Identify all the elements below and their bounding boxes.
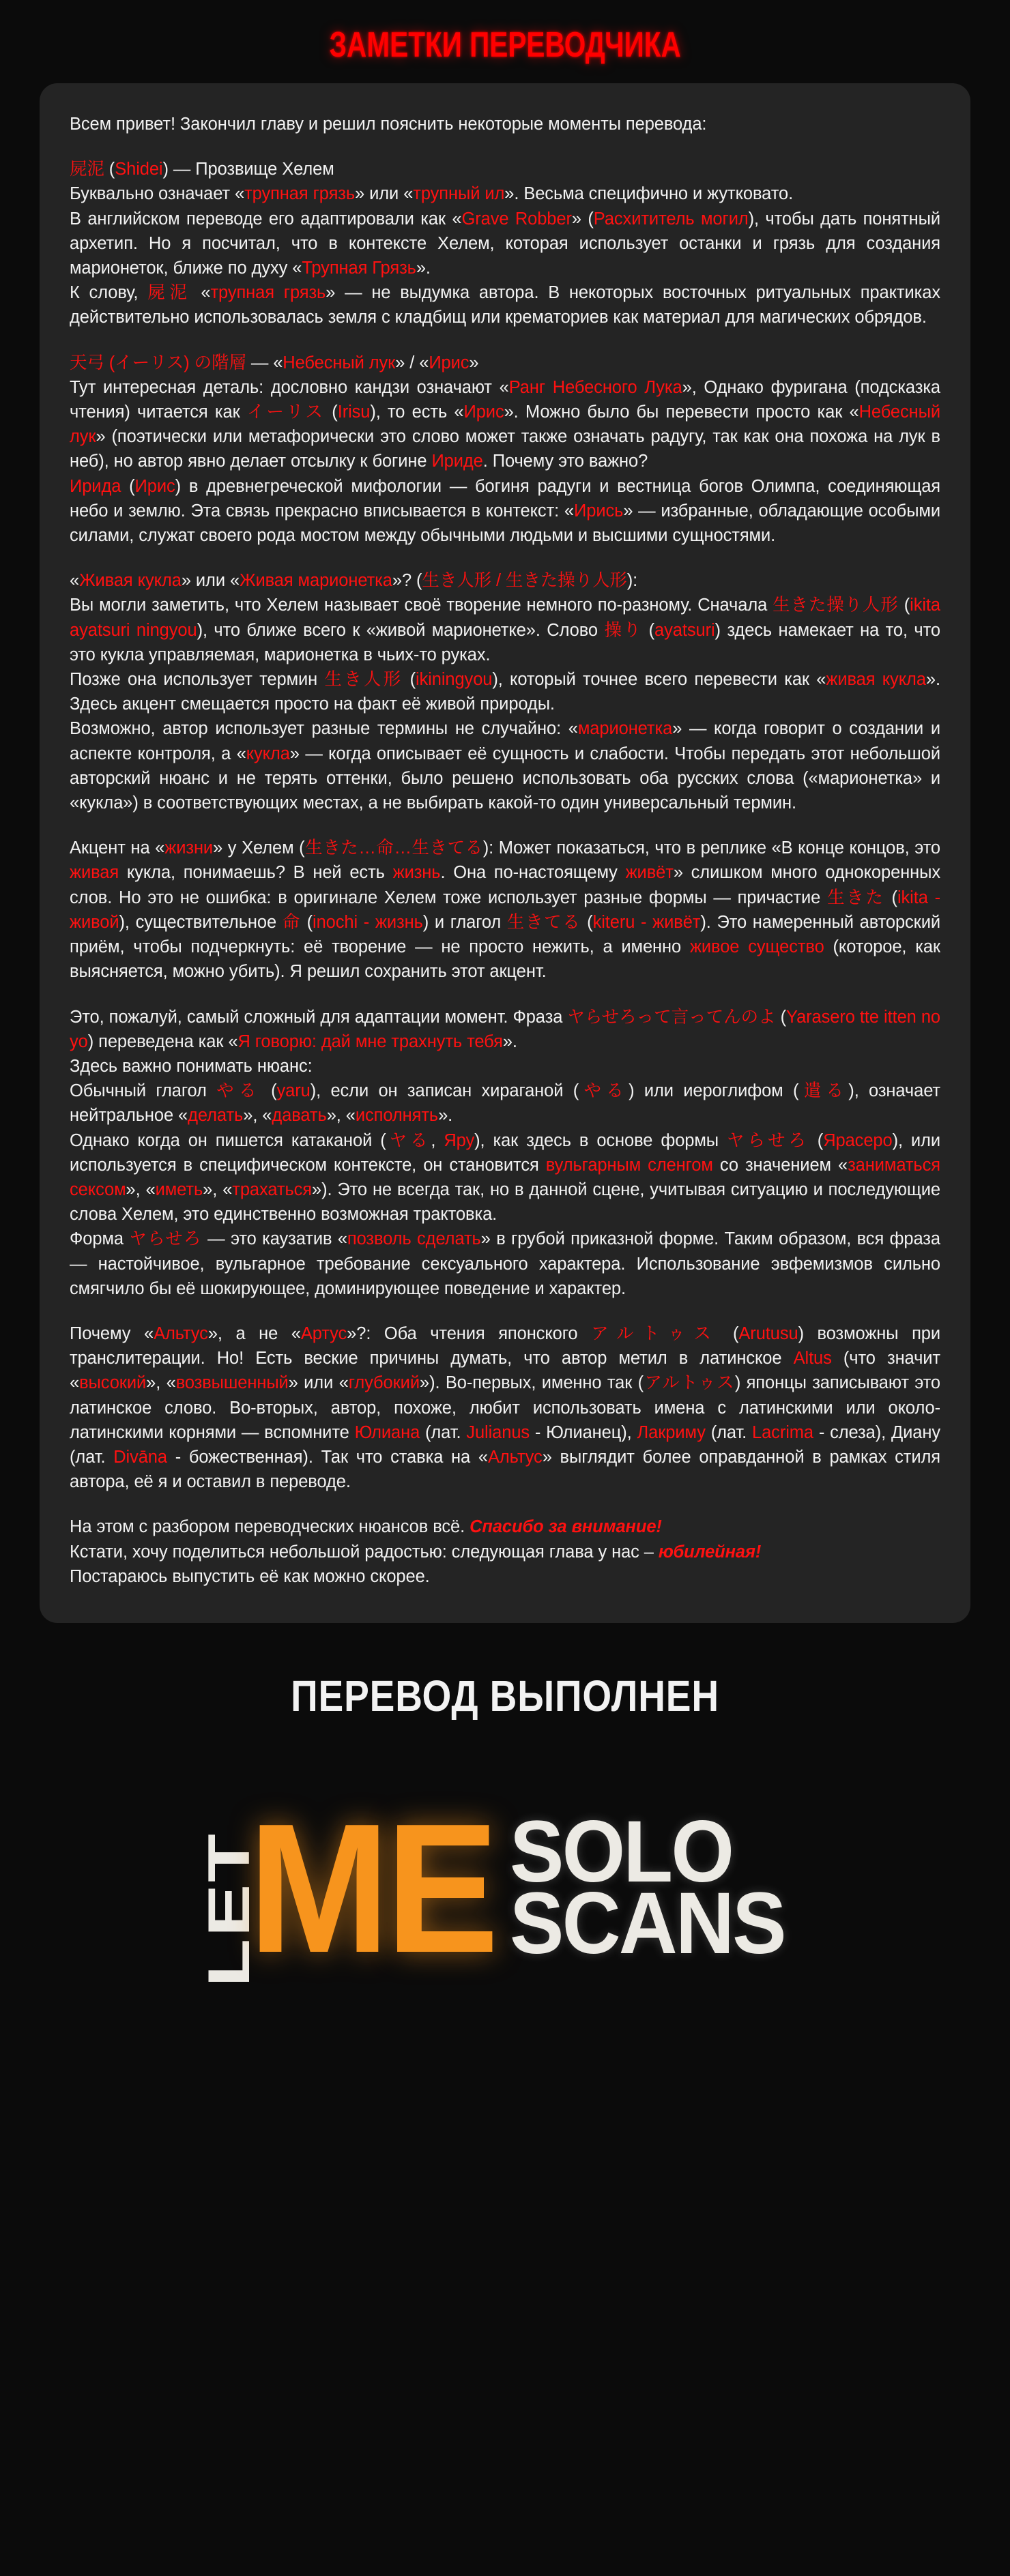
text-run: 遣る <box>798 1081 849 1101</box>
text-run: » ( <box>571 209 594 229</box>
text-run: К слову, <box>70 283 148 303</box>
note-paragraph <box>70 1005 940 1054</box>
text-run: ( <box>121 476 135 496</box>
text-run: Вы могли заметить, что Хелем называет своё творение немного по-разному. Сначала <box>70 596 773 615</box>
text-run: ( <box>809 1130 824 1150</box>
note-paragraph <box>70 716 940 815</box>
note-paragraph <box>70 667 940 716</box>
text-run: Трупная Грязь <box>302 259 416 278</box>
text-run: 生きた操り人形 <box>773 596 899 615</box>
text-run: 生き人形 / 生きた操り人形 <box>422 571 627 591</box>
text-run: Julianus <box>466 1422 530 1442</box>
text-run: иметь <box>155 1180 203 1199</box>
text-run: ), как здесь в основе формы <box>474 1130 727 1150</box>
text-run: Grave Robber <box>461 209 572 229</box>
text-run: Ранг Небесного Лука <box>508 377 682 397</box>
note-paragraph <box>70 1054 940 1079</box>
notes-blocks <box>70 157 940 1589</box>
text-run: ikita ayatsuri ningyou <box>70 596 940 640</box>
text-run: Альтус <box>487 1447 543 1467</box>
text-run: ( <box>642 620 655 640</box>
note-paragraph <box>70 207 940 281</box>
logo-soloscans-text <box>509 1803 805 1973</box>
text-run: , <box>431 1130 444 1150</box>
text-run: со значением « <box>712 1155 848 1175</box>
text-run: ), то есть « <box>370 402 464 422</box>
text-run: Расхититель могил <box>593 209 749 229</box>
text-run: трупный ил <box>413 184 505 204</box>
text-run: трупная грязь <box>244 184 356 204</box>
note-block-outro <box>70 1514 940 1589</box>
text-run: (что значит « <box>70 1349 940 1393</box>
text-run: » (поэтически или метафорически это слово может также означать радугу, так как она похожа на лук в неб), но автор явно делает отсылку к богине <box>70 427 940 471</box>
text-run: Я говорю: дай мне трахнуть тебя <box>237 1031 503 1051</box>
text-run: », « <box>203 1180 233 1199</box>
text-run: Ирись <box>574 501 624 521</box>
note-block-life-accent <box>70 836 940 984</box>
text-run: ), что ближе всего к «живой марионетке». Слово <box>197 620 605 640</box>
text-run: » — когда говорит о создании и аспекте контроля, а « <box>70 719 940 763</box>
credits-title: ПЕРЕВОД ВЫПОЛНЕН <box>291 1671 719 1721</box>
text-run: живое существо <box>689 937 824 957</box>
text-run: жизнь <box>392 863 441 883</box>
notes-card <box>40 83 970 1623</box>
text-run: Кстати, хочу поделиться небольшой радостью: следующая глава у нас – <box>70 1542 659 1562</box>
text-run: » — избранные, обладающие особыми силами, служат своего рода мостом между обычными людьми и высшими сущностями. <box>70 501 940 546</box>
text-run: ) и глагол <box>422 912 507 932</box>
text-run: Divāna <box>113 1447 167 1467</box>
text-run: Буквально означает « <box>70 184 245 204</box>
text-run: »). Это не всегда так, но в данной сцене, учитывая ситуацию и последующие слова Хелем, это единственно возможная трактовка. <box>70 1180 940 1225</box>
text-run: Lacrima <box>752 1422 813 1442</box>
text-run: 屍泥 <box>70 160 109 179</box>
text-run: Возможно, автор использует разные термины не случайно: « <box>70 719 578 739</box>
text-run: » или « <box>181 571 240 591</box>
text-run: ikita - живой <box>70 888 940 932</box>
note-paragraph <box>70 1321 940 1494</box>
text-run: ) здесь намекает на то, что это кукла управляемая, марионетка в чьих-то руках. <box>70 620 940 664</box>
text-run: », « <box>243 1106 272 1126</box>
text-run: 屍泥 <box>147 283 192 303</box>
text-run: (лат. <box>705 1422 752 1442</box>
text-run: - Юлианец), <box>530 1422 637 1442</box>
note-paragraph <box>70 181 940 206</box>
text-run: ». <box>416 259 431 278</box>
text-run: исполнять <box>355 1106 439 1126</box>
text-run: やる <box>216 1081 261 1101</box>
text-run: трупная грязь <box>210 283 326 303</box>
text-run: アルトゥス <box>644 1373 735 1393</box>
credits-section <box>0 1639 1010 1995</box>
text-run: ( <box>884 888 897 907</box>
text-run: (лат. <box>420 1422 467 1442</box>
note-block-living-doll <box>70 568 940 815</box>
note-paragraph <box>70 1227 940 1301</box>
text-run: ( <box>109 160 115 179</box>
text-run: ) в древнегреческой мифологии — богиня радуги и вестница богов Олимпа, соединяющая небо и землю. Эта связь прекрасно вписывается в контекст: « <box>70 476 940 521</box>
text-run: » у Хелем ( <box>213 838 305 858</box>
note-paragraph <box>70 1540 940 1564</box>
text-run: ( <box>898 596 910 615</box>
text-run: ». <box>502 1031 517 1051</box>
text-run: 天弓 (イーリス) の階層 <box>70 353 246 372</box>
text-run: ( <box>261 1081 277 1101</box>
text-run: . Почему это важно? <box>482 452 648 471</box>
note-heading <box>70 157 940 181</box>
text-run: В английском переводе его адаптировали как « <box>70 209 462 229</box>
text-run: высокий <box>79 1373 147 1393</box>
note-paragraph <box>70 1564 940 1589</box>
text-run: ) переведена как « <box>87 1031 238 1051</box>
text-run: ». Здесь акцент смещается просто на факт её живой природы. <box>70 670 940 714</box>
note-paragraph <box>70 280 940 330</box>
text-run: 命 <box>282 912 301 932</box>
text-run: ». <box>438 1106 453 1126</box>
text-run: Ирис <box>134 476 175 496</box>
note-paragraph <box>70 1514 940 1539</box>
text-run: ): Может показаться, что в реплике «В конце концов, это <box>482 838 940 858</box>
text-run: (которое, как выясняется, можно убить). Я решил сохранить этот акцент. <box>70 937 940 982</box>
text-run: » — не выдумка автора. В некоторых восточных ритуальных практиках действительно использовалась земля с кладбищ или крематориев как материал для магических обрядов. <box>70 283 940 327</box>
text-run: ( <box>325 402 338 422</box>
text-run: Yarasero tte itten no yo <box>70 1007 940 1051</box>
text-run: ヤらせろ <box>129 1229 202 1249</box>
text-run: ), если он записан хираганой ( <box>310 1081 579 1101</box>
text-run: делать <box>188 1106 244 1126</box>
text-run: ) или иероглифом ( <box>629 1081 799 1101</box>
text-run: ). Это намеренный авторский приём, чтобы подчеркнуть: её творение — не просто нежить, а именно <box>70 912 941 957</box>
text-run: ( <box>775 1007 787 1027</box>
text-run: - божественная). Так что ставка на « <box>167 1447 488 1467</box>
text-run: ) — Прозвище Хелем <box>162 160 334 179</box>
note-paragraph <box>70 1128 940 1227</box>
text-run: ikiningyou <box>415 670 493 690</box>
text-run: - слеза), Диану (лат. <box>70 1422 940 1467</box>
logo-let-text: LET <box>196 1832 262 1987</box>
text-run: 生き人形 <box>324 670 403 690</box>
text-run: » / « <box>395 353 429 372</box>
text-run: Ирис <box>463 402 504 422</box>
text-run: марионетка <box>577 719 673 739</box>
text-run: ), или используется в специфическом контексте, он становится <box>70 1130 940 1175</box>
text-run: ». Можно было бы перевести просто как « <box>504 402 859 422</box>
note-paragraph <box>70 375 940 474</box>
text-run: Ярасеро <box>823 1130 893 1150</box>
text-run: . Она по-настоящему <box>440 863 626 883</box>
logo-solo-line: SOLO <box>509 1803 733 1901</box>
text-run: » или « <box>288 1373 349 1393</box>
text-run: Акцент на « <box>70 838 165 858</box>
text-run: » — когда описывает её сущность и слабости. Чтобы передать этот небольшой авторский нюанс и не терять оттенки, было решено использовать оба русских слова («марионетка» и «кукла») в соответствующих местах, а не выбирать какой-то один универсальный термин. <box>70 744 941 813</box>
text-run: ( <box>581 912 593 932</box>
text-run: » выглядит более оправданной в рамках стиля автора, её я и оставил в переводе. <box>70 1447 941 1492</box>
text-run: Позже она использует термин <box>70 670 325 690</box>
text-run: Живая марионетка <box>240 571 392 591</box>
text-run: Irisu <box>337 402 371 422</box>
text-run: » в грубой приказной форме. Таким образом, вся фраза — настойчивое, вульгарное требование сексуального характера. Использование эвфемизмов сильно смягчило бы её шокирующее, доминирующее поведение и характер. <box>70 1229 940 1298</box>
text-run: Живая кукла <box>79 571 182 591</box>
text-run: давать <box>272 1106 327 1126</box>
text-run: позволь сделать <box>347 1229 481 1249</box>
page-title: ЗАМЕТКИ ПЕРЕВОДЧИКА <box>329 25 681 65</box>
text-run: ), чтобы дать понятный архетип. Но я посчитал, что в контексте Хелем, которая использует останки и грязь для создания марионеток, ближе по духу « <box>70 209 940 278</box>
text-run: Юлиана <box>354 1422 420 1442</box>
page-header <box>0 0 1010 83</box>
text-run: 生きてる <box>506 912 581 932</box>
text-run: — это каузатив « <box>201 1229 347 1249</box>
text-run: ): <box>626 571 638 591</box>
text-run: Небесный лук <box>283 353 396 372</box>
text-run: Яру <box>444 1130 475 1150</box>
text-run: — « <box>246 353 283 372</box>
text-run: Форма <box>70 1229 130 1249</box>
text-run: », а не « <box>207 1323 301 1343</box>
text-run: На этом с разбором переводческих нюансов всё. <box>70 1517 470 1537</box>
text-run: Здесь важно понимать нюанс: <box>70 1056 313 1076</box>
text-run: » слишком много однокоренных слов. Но это не ошибка: в оригинале Хелем тоже использует разные формы — причастие <box>70 863 940 907</box>
text-run: живёт <box>625 863 674 883</box>
text-run: 生きた <box>827 888 885 907</box>
text-run: ヤる <box>386 1130 431 1150</box>
text-run: », Однако фуригана (подсказка чтения) читается как <box>70 377 941 422</box>
text-run: Постараюсь выпустить её как можно скорее. <box>70 1566 430 1586</box>
text-run: ヤらせろって言ってんのよ <box>567 1007 776 1027</box>
note-block-shidei <box>70 157 940 330</box>
note-paragraph <box>70 474 940 548</box>
text-run: ( <box>403 670 416 690</box>
text-run: живая <box>70 863 119 883</box>
text-run: inochi - жизнь <box>313 912 423 932</box>
text-run: заниматься сексом <box>70 1155 940 1199</box>
text-run: Обычный глагол <box>70 1081 217 1101</box>
text-run: イーリス <box>246 402 326 422</box>
text-run: ), означает нейтральное « <box>70 1081 941 1126</box>
text-run: Тут интересная деталь: дословно кандзи означают « <box>70 377 509 397</box>
text-run: Артус <box>300 1323 347 1343</box>
text-run: », « <box>326 1106 356 1126</box>
text-run: вульгарным сленгом <box>545 1155 713 1175</box>
text-run: ヤらせろ <box>727 1130 809 1150</box>
notes-intro-block <box>70 112 940 136</box>
text-run: ». Весьма специфично и жутковато. <box>504 184 794 204</box>
text-run: Однако когда он пишется катаканой ( <box>70 1130 386 1150</box>
text-run: ayatsuri <box>654 620 715 640</box>
note-paragraph <box>70 593 940 667</box>
text-run: ) возможны при транслитерации. Но! Есть веские причины думать, что автор метил в латинское <box>70 1323 941 1368</box>
text-run: 操り <box>604 620 643 640</box>
text-run: ) японцы записывают это латинское слово. Во-вторых, автор, похоже, любит использовать имена с латинскими или около-латинскими корнями — вспомните <box>70 1373 941 1442</box>
text-run: Небесный лук <box>70 402 940 447</box>
text-run: Shidei <box>115 160 163 179</box>
note-block-altus <box>70 1321 940 1494</box>
text-run: やる <box>579 1081 629 1101</box>
text-run: кукла, понимаешь? В ней есть <box>119 863 393 883</box>
note-paragraph <box>70 836 940 984</box>
text-run: yaru <box>276 1081 311 1101</box>
text-run: »). Во-первых, именно так ( <box>419 1373 644 1393</box>
text-run: Ириде <box>431 452 483 471</box>
notes-intro: Всем привет! Закончил главу и решил пояснить некоторые моменты перевода: <box>70 115 707 134</box>
text-run: живая кукла <box>826 670 926 690</box>
text-run: ), существительное <box>119 912 283 932</box>
text-run: глубокий <box>348 1373 420 1393</box>
text-run: трахаться <box>232 1180 313 1199</box>
text-run: Ирида <box>70 476 121 496</box>
text-run: Лакриму <box>637 1422 706 1442</box>
text-run: юбилейная! <box>658 1542 762 1562</box>
text-run: Ирис <box>429 353 470 372</box>
text-run: 生きた…命…生きてる <box>304 838 483 858</box>
text-run: Почему « <box>70 1323 154 1343</box>
text-run: » или « <box>355 184 414 204</box>
text-run: Altus <box>793 1349 832 1368</box>
text-run: « <box>70 571 80 591</box>
note-block-tenkyu <box>70 351 940 548</box>
text-run: Это, пожалуй, самый сложный для адаптации момент. Фраза <box>70 1007 568 1027</box>
text-run: ( <box>300 912 313 932</box>
text-run: Спасибо за внимание! <box>470 1517 662 1537</box>
scanlation-group-logo <box>196 1757 805 1992</box>
text-run: »? ( <box>392 571 422 591</box>
note-heading <box>70 351 940 375</box>
text-run: » <box>469 353 479 372</box>
text-run: Arutusu <box>738 1323 798 1343</box>
text-run: », « <box>126 1180 156 1199</box>
text-run: ( <box>719 1323 739 1343</box>
text-run: возвышенный <box>175 1373 289 1393</box>
text-run: ), который точнее всего перевести как « <box>492 670 826 690</box>
text-run: Альтус <box>154 1323 208 1343</box>
text-run: アルトゥス <box>591 1323 720 1343</box>
text-run: », « <box>146 1373 176 1393</box>
note-block-yarasero <box>70 1005 940 1301</box>
logo-scans-line: SCANS <box>509 1875 785 1973</box>
logo-me-text: ME <box>248 1786 495 1992</box>
text-run: жизни <box>164 838 214 858</box>
text-run: »?: Оба чтения японского <box>347 1323 592 1343</box>
text-run: « <box>191 283 211 303</box>
text-run: кукла <box>246 744 290 763</box>
text-run: kiteru - живёт <box>592 912 701 932</box>
note-heading <box>70 568 940 593</box>
note-paragraph <box>70 1079 940 1128</box>
